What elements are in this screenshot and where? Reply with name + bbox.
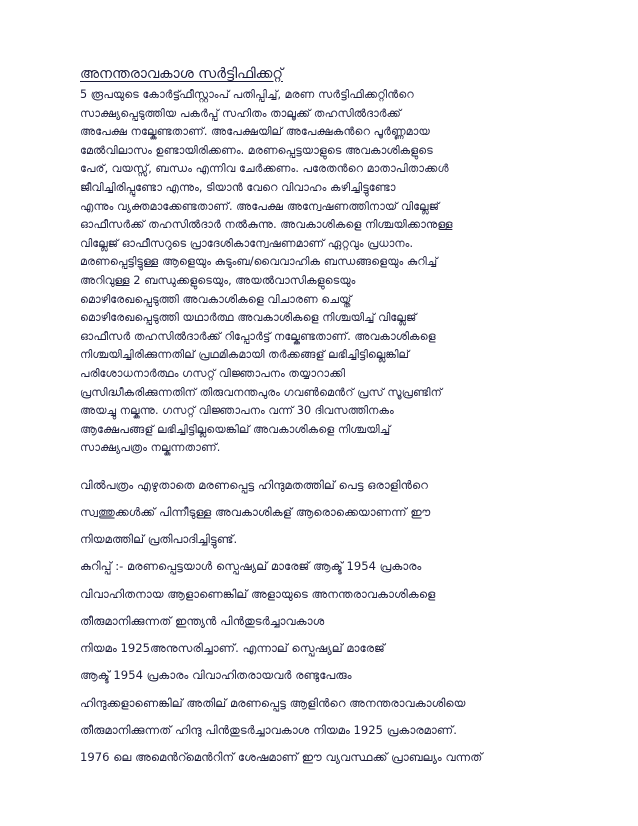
text-line: ഓഫീസര്‍ക്ക് തഹസില്‍ദാര്‍ നല്‍കുന്നു. അവകാശികളെ നിശ്ചയിക്കാനുള്ള — [80, 218, 453, 232]
document-title: അനന്തരാവകാശ സര്‍ട്ടിഫിക്കറ്റ് — [80, 66, 283, 82]
text-line: സാക്ഷ്യപ്പെടുത്തിയ പകര്‍പ്പ് സഹിതം താലൂക്ക് തഹസില്‍ദാര്‍ക്ക് — [80, 106, 401, 120]
text-line: നിശ്ചയിച്ചിരിക്കുന്നതില് പ്രഥമികമായി തര്‍ക്കങ്ങള് ലഭിച്ചിട്ടില്ലെങ്കില് — [80, 348, 410, 362]
text-line: സാക്ഷ്യപത്രം നല്കുന്നതാണ്. — [80, 441, 221, 455]
text-line: അപേക്ഷ നല്കേണ്ടതാണ്. അപേക്ഷയില് അപേക്ഷകന്‍റെ പൂര്‍ണ്ണമായ — [80, 125, 430, 139]
text-line: എന്നും വ്യക്തമാക്കേണ്ടതാണ്. അപേക്ഷ അന്വേഷണത്തിനായ് വില്ലേജ് — [80, 199, 440, 213]
text-line: പേര്, വയസ്സ്, ബന്ധം എന്നിവ ചേര്‍ക്കണം. പരേതന്‍റെ മാതാപിതാക്കള്‍ — [80, 162, 449, 176]
text-line: മേല്‍വിലാസം ഉണ്ടായിരിക്കണം. മരണപ്പെട്ടയാളുടെ അവകാശികളുടെ — [80, 143, 433, 157]
text-line: 5 രൂപയുടെ കോര്‍ട്ട്ഫീസ്റ്റാംപ് പതിപ്പിച്ച്, മരണ സര്‍ട്ടിഫിക്കറ്റിന്‍റെ — [80, 88, 414, 101]
text-line: മൊഴിരേഖപ്പെടുത്തി അവകാശികളെ വിചാരണ ചെയ്ത് — [80, 292, 352, 306]
text-line: ആക്ഷേപങ്ങള് ലഭിച്ചിട്ടില്ലയെങ്കില് അവകാശികളെ നിശ്ചയിച്ച് — [80, 422, 391, 436]
text-line: സ്വത്തുക്കള്‍ക്ക് പിന്നീടുള്ള അവകാശികള് ആരൊക്കെയാണന്ന് ഈ — [80, 505, 431, 520]
text-line: പ്രസിദ്ധീകരിക്കുന്നതിന് തിരുവനന്തപുരം ഗവണ്‍മെന്‍റ് പ്രസ് സൂപ്രണ്ടിന് — [80, 385, 442, 399]
text-line: നിയമം 1925അനുസരിച്ചാണ്. എന്നാല് സ്പെഷ്യല് മാരേജ് — [80, 641, 385, 656]
text-line: ഓഫീസര്‍ തഹസില്‍ദാര്‍ക്ക് റിപ്പോര്‍ട്ട് നല്കേണ്ടതാണ്. അവകാശികളെ — [80, 329, 436, 343]
text-line: ഹിന്ദുക്കളാണെങ്കില് അതില് മരണപ്പെട്ട ആളിന്‍റെ അനന്തരാവകാശിയെ — [80, 695, 466, 710]
text-line: 1976 ലെ അമെന്‍റ്മെന്‍റിന് ശേഷമാണ് ഈ വ്യവസ്ഥക്ക് പ്രാബല്യം വന്നത് — [80, 749, 483, 764]
text-line: തീരുമാനിക്കുന്നത് ഇന്ത്യന്‍ പിന്‍തുടര്‍ച്ചാവകാശ — [80, 613, 325, 628]
inheritance-law-paragraph — [80, 472, 568, 771]
text-line: വില്‍പത്രം എഴുതാതെ മരണപ്പെട്ട ഹിന്ദുമതത്തില് പെട്ട ഒരാളിന്‍റെ — [80, 477, 428, 492]
text-line: പരിശോധനാര്‍ത്ഥം ഗസറ്റ് വിജ്ഞാപനം തയ്യാറാക്കി — [80, 366, 346, 380]
text-line: വിവാഹിതനായ ആളാണെങ്കില് അളായുടെ അനന്തരാവകാശികളെ — [80, 586, 436, 601]
text-line: തീരുമാനിക്കുന്നത് ഹിന്ദു പിന്‍തുടര്‍ച്ചാവകാശ നിയമം 1925 പ്രകാരമാണ്. — [80, 722, 457, 737]
text-line: അറിവുള്ള 2 ബന്ധുക്കളുടെയും, അയല്‍വാസികളുടെയും — [80, 273, 356, 287]
procedure-paragraph — [80, 86, 568, 458]
note-line: കുറിപ്പ് :- മരണപ്പെട്ടയാള്‍ സ്പെഷ്യല് മാരേജ് ആക്ട് 1954 പ്രകാരം — [80, 559, 422, 574]
text-line: നിയമത്തില് പ്രതിപാദിച്ചിട്ടുണ്ട്. — [80, 532, 238, 547]
text-line: ജീവിച്ചിരിപ്പുണ്ടോ എന്നും, ടിയാന്‍ വേറെ വിവാഹം കഴിച്ചിട്ടുണ്ടോ — [80, 180, 396, 194]
text-line: ആക്ട് 1954 പ്രകാരം വിവാഹിതരായവര്‍ രണ്ടുപേരും — [80, 668, 352, 683]
text-line: മരണപ്പെട്ടിട്ടുള്ള ആളെയും കുടുംബ/വൈവാഹിക ബന്ധങ്ങളെയും കുറിച്ച് — [80, 255, 438, 269]
document-page — [80, 64, 568, 771]
text-line: അയച്ചു നല്കുന്നു. ഗസറ്റ് വിജ്ഞാപനം വന്ന് 30 ദിവസത്തിനകം — [80, 404, 394, 418]
text-line: വില്ലേജ് ഓഫീസറുടെ പ്രാദേശികാന്വേഷണമാണ് ഏറ്റവും പ്രധാനം. — [80, 236, 414, 250]
text-line: മൊഴിരേഖപ്പെടുത്തി യഥാര്‍ത്ഥ അവകാശികളെ നിശ്ചയിച്ച് വില്ലേജ് — [80, 311, 417, 325]
